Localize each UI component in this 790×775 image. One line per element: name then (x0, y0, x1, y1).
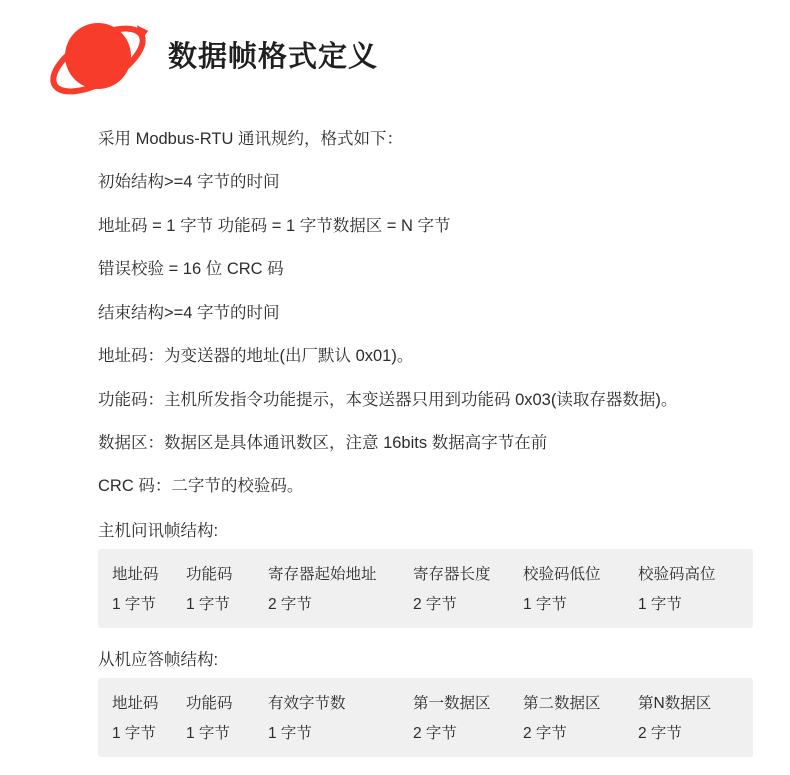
table-header-cell: 寄存器长度 (413, 565, 491, 583)
table-cell: 1 字节 (268, 724, 312, 742)
table-header-cell: 校验码高位 (638, 565, 716, 583)
table-cell: 1 字节 (186, 595, 230, 613)
table-row (98, 678, 753, 717)
table-header-cell: 地址码 (112, 565, 159, 583)
paragraph-address-function: 地址码 = 1 字节 功能码 = 1 字节数据区 = N 字节 (98, 216, 451, 235)
paragraph-error-check: 错误校验 = 16 位 CRC 码 (98, 260, 284, 279)
table-cell: 1 字节 (186, 724, 230, 742)
table-header-cell: 功能码 (186, 565, 233, 583)
table-header-cell: 寄存器起始地址 (268, 565, 377, 583)
paragraph-crc-code: CRC 码：二字节的校验码。 (98, 477, 304, 496)
table-header-cell: 有效字节数 (268, 694, 346, 712)
planet-orbit-icon (44, 8, 152, 112)
page-title: 数据帧格式定义 (168, 41, 379, 73)
slave-table-caption: 从机应答帧结构: (98, 650, 219, 669)
paragraph-start-structure: 初始结构>=4 字节的时间 (98, 173, 280, 192)
paragraph-data-area: 数据区：数据区是具体通讯数区，注意 16bits 数据高字节在前 (98, 433, 548, 452)
table-row (98, 588, 753, 628)
table-row (98, 717, 753, 757)
table-cell: 1 字节 (112, 724, 156, 742)
table-header-cell: 地址码 (112, 694, 159, 712)
host-query-frame-table (98, 549, 753, 628)
table-header-cell: 第一数据区 (413, 694, 491, 712)
page-header (0, 0, 790, 118)
table-header-cell: 第二数据区 (523, 694, 601, 712)
paragraph-function-code: 功能码：主机所发指令功能提示，本变送器只用到功能码 0x03(读取存器数据)。 (98, 390, 678, 409)
table-cell: 2 字节 (638, 724, 682, 742)
paragraph-end-structure: 结束结构>=4 字节的时间 (98, 303, 280, 322)
table-cell: 2 字节 (413, 595, 457, 613)
table-cell: 2 字节 (523, 724, 567, 742)
table-header-cell: 校验码低位 (523, 565, 601, 583)
document-body (98, 128, 758, 775)
table-cell: 1 字节 (638, 595, 682, 613)
paragraph-address-code: 地址码：为变送器的地址(出厂默认 0x01)。 (98, 347, 414, 366)
table-cell: 1 字节 (523, 595, 567, 613)
table-header-cell: 功能码 (186, 694, 233, 712)
host-table-caption: 主机问讯帧结构: (98, 521, 219, 540)
table-row (98, 549, 753, 588)
table-cell: 2 字节 (268, 595, 312, 613)
paragraph-protocol: 采用 Modbus-RTU 通讯规约，格式如下： (98, 130, 403, 148)
table-cell: 2 字节 (413, 724, 457, 742)
table-header-cell: 第N数据区 (638, 694, 712, 712)
slave-response-frame-table (98, 678, 753, 757)
table-cell: 1 字节 (112, 595, 156, 613)
